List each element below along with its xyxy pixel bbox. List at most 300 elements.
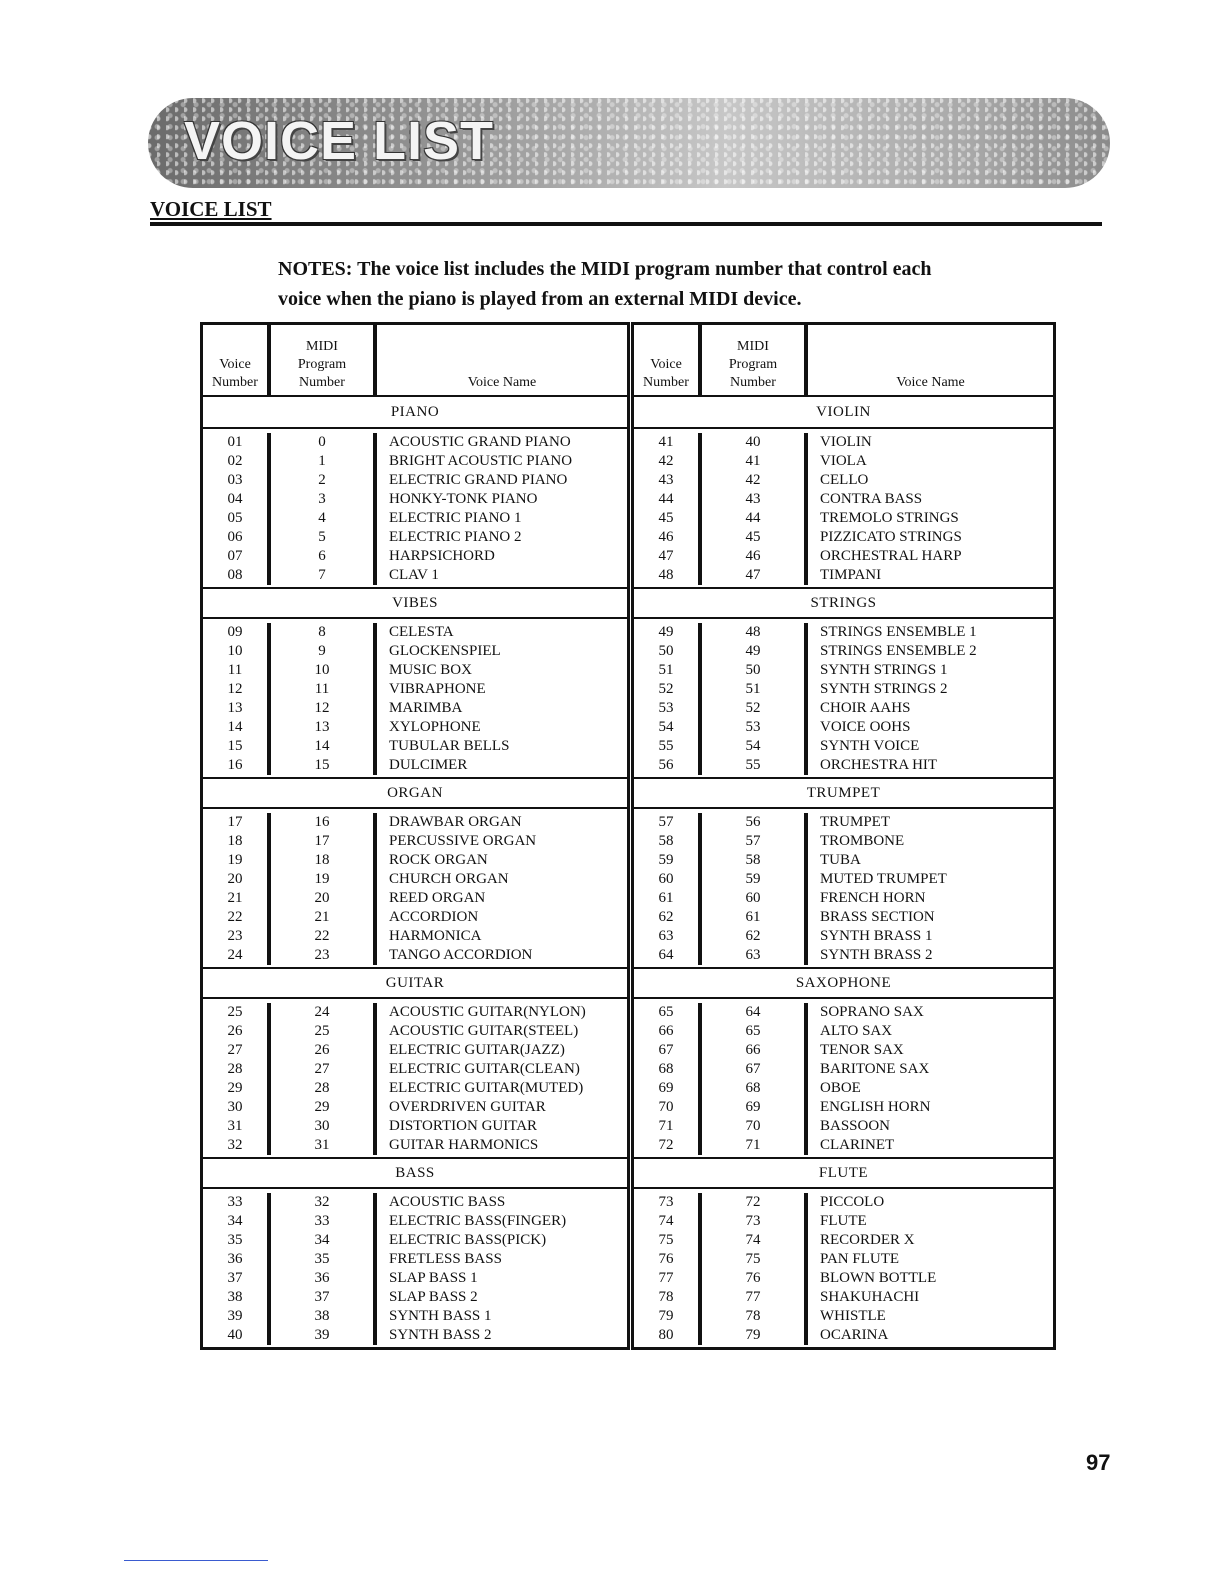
voice-number: 18 (227, 833, 243, 849)
category-header-violin: VIOLIN (634, 397, 1053, 429)
header-text: Number (730, 375, 776, 390)
voice-name: TIMPANI (820, 567, 882, 583)
voice-name: SOPRANO SAX (820, 1004, 924, 1020)
midi-program-number: 8 (318, 624, 326, 640)
voice-number: 56 (658, 757, 674, 773)
midi-program-number: 52 (745, 700, 761, 716)
midi-program-number: 76 (745, 1270, 761, 1286)
midi-program-number: 38 (314, 1308, 330, 1324)
midi-program-column (702, 1003, 808, 1155)
voice-name-column (808, 1193, 1053, 1345)
midi-program-number: 67 (745, 1061, 761, 1077)
voice-number: 59 (658, 852, 674, 868)
voice-name: SYNTH BRASS 2 (820, 947, 933, 963)
voice-name-column (377, 1193, 627, 1345)
voice-name: ELECTRIC PIANO 1 (389, 510, 522, 526)
midi-program-number: 57 (745, 833, 761, 849)
midi-program-number: 12 (314, 700, 330, 716)
voice-name: TROMBONE (820, 833, 905, 849)
midi-program-number: 78 (745, 1308, 761, 1324)
voice-name: VOICE OOHS (820, 719, 911, 735)
voice-number: 24 (227, 947, 243, 963)
midi-program-column (702, 433, 808, 585)
voice-name: ELECTRIC GUITAR(MUTED) (389, 1080, 584, 1096)
voice-name: HARPSICHORD (389, 548, 495, 564)
voice-number: 72 (658, 1137, 674, 1153)
voice-number: 48 (658, 567, 674, 583)
voice-number: 06 (227, 529, 243, 545)
midi-program-number: 45 (745, 529, 761, 545)
midi-program-number: 37 (314, 1289, 330, 1305)
voice-number: 40 (227, 1327, 243, 1343)
midi-program-number: 11 (314, 681, 330, 697)
voice-number: 28 (227, 1061, 243, 1077)
header-text: Program (297, 357, 347, 372)
voice-name: SLAP BASS 1 (389, 1270, 478, 1286)
midi-program-number: 43 (745, 491, 761, 507)
voice-number: 02 (227, 453, 243, 469)
midi-program-number: 33 (314, 1213, 330, 1229)
voice-name: TENOR SAX (820, 1042, 904, 1058)
voice-number-column (634, 433, 702, 585)
midi-program-number: 18 (314, 852, 330, 868)
voice-name: ORCHESTRA HIT (820, 757, 938, 773)
voice-name: BASSOON (820, 1118, 891, 1134)
voice-number-column (203, 1193, 271, 1345)
voice-number-column (203, 1003, 271, 1155)
voice-name: VIOLA (820, 453, 867, 469)
header-text: MIDI (737, 339, 769, 354)
voice-number: 46 (658, 529, 674, 545)
voice-number: 71 (658, 1118, 674, 1134)
voice-name-column (377, 813, 627, 965)
midi-program-number: 46 (745, 548, 761, 564)
midi-program-number: 65 (745, 1023, 761, 1039)
voice-name: TUBA (820, 852, 861, 868)
midi-program-number: 53 (745, 719, 761, 735)
voice-name: CELLO (820, 472, 869, 488)
midi-program-number: 6 (318, 548, 326, 564)
voice-number: 50 (658, 643, 674, 659)
midi-program-number: 26 (314, 1042, 330, 1058)
voice-name: OVERDRIVEN GUITAR (389, 1099, 546, 1115)
voice-name-column (377, 433, 627, 585)
midi-program-number: 41 (745, 453, 761, 469)
voice-number: 19 (227, 852, 243, 868)
midi-program-number: 59 (745, 871, 761, 887)
voice-name: ROCK ORGAN (389, 852, 488, 868)
category-header-saxophone: SAXOPHONE (634, 967, 1053, 999)
voice-name: PERCUSSIVE ORGAN (389, 833, 537, 849)
voice-name: DULCIMER (389, 757, 468, 773)
voice-number: 80 (658, 1327, 674, 1343)
category-header-bass: BASS (203, 1157, 627, 1189)
voice-name: GLOCKENSPIEL (389, 643, 501, 659)
voice-group-bass (203, 1189, 627, 1347)
voice-name: GUITAR HARMONICS (389, 1137, 539, 1153)
voice-number: 05 (227, 510, 243, 526)
voice-number: 54 (658, 719, 674, 735)
voice-number: 38 (227, 1289, 243, 1305)
voice-number: 63 (658, 928, 674, 944)
voice-name: VIBRAPHONE (389, 681, 486, 697)
midi-program-number: 69 (745, 1099, 761, 1115)
voice-name: FRENCH HORN (820, 890, 926, 906)
midi-program-number: 74 (745, 1232, 761, 1248)
voice-group-flute (634, 1189, 1053, 1347)
voice-number: 12 (227, 681, 243, 697)
voice-number: 10 (227, 643, 243, 659)
voice-number: 52 (658, 681, 674, 697)
voice-name: ACOUSTIC GRAND PIANO (389, 434, 571, 450)
voice-name: BLOWN BOTTLE (820, 1270, 937, 1286)
voice-number-column (203, 623, 271, 775)
midi-program-number: 64 (745, 1004, 761, 1020)
voice-number: 73 (658, 1194, 674, 1210)
voice-number: 16 (227, 757, 243, 773)
midi-program-number: 60 (745, 890, 761, 906)
voice-number: 57 (658, 814, 674, 830)
midi-program-number: 35 (314, 1251, 330, 1267)
voice-number: 31 (227, 1118, 243, 1134)
voice-name: DRAWBAR ORGAN (389, 814, 522, 830)
midi-program-number: 32 (314, 1194, 330, 1210)
voice-number: 27 (227, 1042, 243, 1058)
midi-program-number: 20 (314, 890, 330, 906)
header-text: Voice (650, 357, 682, 372)
midi-program-number: 75 (745, 1251, 761, 1267)
voice-number: 75 (658, 1232, 674, 1248)
voice-name: SHAKUHACHI (820, 1289, 920, 1305)
voice-name: ELECTRIC BASS(FINGER) (389, 1213, 567, 1229)
midi-program-number: 4 (318, 510, 326, 526)
voice-name: SLAP BASS 2 (389, 1289, 478, 1305)
voice-number: 32 (227, 1137, 243, 1153)
category-header-strings: STRINGS (634, 587, 1053, 619)
voice-name-column (808, 1003, 1053, 1155)
voice-name: SYNTH STRINGS 1 (820, 662, 948, 678)
voice-number: 22 (227, 909, 243, 925)
voice-name: OBOE (820, 1080, 861, 1096)
voice-name: TANGO ACCORDION (389, 947, 533, 963)
voice-number: 64 (658, 947, 674, 963)
midi-program-number: 15 (314, 757, 330, 773)
voice-number: 58 (658, 833, 674, 849)
header-text: Voice Name (467, 375, 537, 390)
voice-name: SYNTH BASS 1 (389, 1308, 492, 1324)
midi-program-number: 19 (314, 871, 330, 887)
voice-name: OCARINA (820, 1327, 889, 1343)
notes-line-1: NOTES: The voice list includes the MIDI program number that control each (278, 258, 932, 280)
voice-name: SYNTH VOICE (820, 738, 920, 754)
voice-name: BRIGHT ACOUSTIC PIANO (389, 453, 573, 469)
voice-number-column (634, 1193, 702, 1345)
header-text: Number (212, 375, 258, 390)
midi-program-number: 14 (314, 738, 330, 754)
midi-program-column (702, 813, 808, 965)
voice-number: 53 (658, 700, 674, 716)
voice-number: 20 (227, 871, 243, 887)
voice-number: 33 (227, 1194, 243, 1210)
midi-program-number: 72 (745, 1194, 761, 1210)
midi-program-number: 2 (318, 472, 326, 488)
voice-name: BARITONE SAX (820, 1061, 930, 1077)
voice-number: 76 (658, 1251, 674, 1267)
voice-name: ENGLISH HORN (820, 1099, 931, 1115)
header-text: Number (643, 375, 689, 390)
midi-program-column (702, 623, 808, 775)
midi-program-number: 62 (745, 928, 761, 944)
voice-number-column (634, 623, 702, 775)
voice-number: 62 (658, 909, 674, 925)
midi-program-number: 56 (745, 814, 761, 830)
voice-number: 51 (658, 662, 674, 678)
voice-number: 77 (658, 1270, 674, 1286)
voice-name: DISTORTION GUITAR (389, 1118, 538, 1134)
voice-name: MUTED TRUMPET (820, 871, 947, 887)
header-voice-name (808, 325, 1053, 395)
midi-program-number: 23 (314, 947, 330, 963)
midi-program-number: 63 (745, 947, 761, 963)
midi-program-number: 39 (314, 1327, 330, 1343)
header-voice-number (634, 325, 702, 395)
midi-program-number: 79 (745, 1327, 761, 1343)
voice-number: 30 (227, 1099, 243, 1115)
voice-name: ORCHESTRAL HARP (820, 548, 962, 564)
voice-number: 44 (658, 491, 674, 507)
midi-program-column (271, 813, 377, 965)
section-divider (150, 222, 1102, 226)
voice-number: 13 (227, 700, 243, 716)
midi-program-number: 1 (318, 453, 326, 469)
midi-program-number: 7 (318, 567, 326, 583)
midi-program-column (702, 1193, 808, 1345)
midi-program-number: 17 (314, 833, 330, 849)
voice-name: RECORDER X (820, 1232, 915, 1248)
header-voice-name (377, 325, 627, 395)
header-text: Program (728, 357, 778, 372)
voice-number-column (634, 1003, 702, 1155)
category-header-trumpet: TRUMPET (634, 777, 1053, 809)
midi-program-number: 10 (314, 662, 330, 678)
midi-program-number: 25 (314, 1023, 330, 1039)
midi-program-number: 77 (745, 1289, 761, 1305)
voice-number: 43 (658, 472, 674, 488)
voice-number: 17 (227, 814, 243, 830)
midi-program-number: 73 (745, 1213, 761, 1229)
voice-number: 69 (658, 1080, 674, 1096)
midi-program-number: 21 (314, 909, 330, 925)
midi-program-number: 30 (314, 1118, 330, 1134)
voice-name: MUSIC BOX (389, 662, 472, 678)
voice-name: ELECTRIC GUITAR(JAZZ) (389, 1042, 565, 1058)
voice-name: STRINGS ENSEMBLE 1 (820, 624, 977, 640)
voice-name: ELECTRIC BASS(PICK) (389, 1232, 547, 1248)
midi-program-number: 55 (745, 757, 761, 773)
voice-number-column (634, 813, 702, 965)
voice-number: 35 (227, 1232, 243, 1248)
voice-name: REED ORGAN (389, 890, 486, 906)
voice-name: ELECTRIC GRAND PIANO (389, 472, 568, 488)
voice-number: 79 (658, 1308, 674, 1324)
header-text: Voice (219, 357, 251, 372)
midi-program-number: 29 (314, 1099, 330, 1115)
midi-program-number: 3 (318, 491, 326, 507)
voice-number: 04 (227, 491, 243, 507)
voice-name-column (377, 623, 627, 775)
midi-program-number: 36 (314, 1270, 330, 1286)
voice-name: CELESTA (389, 624, 454, 640)
voice-name: STRINGS ENSEMBLE 2 (820, 643, 977, 659)
banner-title: VOICE LIST (184, 111, 495, 171)
header-voice-number (203, 325, 271, 395)
voice-table-left (200, 322, 630, 1350)
voice-number: 36 (227, 1251, 243, 1267)
voice-name: ACOUSTIC GUITAR(NYLON) (389, 1004, 586, 1020)
voice-number: 21 (227, 890, 243, 906)
voice-name-column (808, 623, 1053, 775)
voice-number: 14 (227, 719, 243, 735)
voice-name: ACOUSTIC GUITAR(STEEL) (389, 1023, 579, 1039)
voice-name-column (377, 1003, 627, 1155)
voice-name: FLUTE (820, 1213, 867, 1229)
voice-name: ACCORDION (389, 909, 479, 925)
midi-program-number: 54 (745, 738, 761, 754)
midi-program-number: 51 (745, 681, 761, 697)
voice-name: SYNTH BASS 2 (389, 1327, 492, 1343)
midi-program-number: 49 (745, 643, 761, 659)
midi-program-column (271, 433, 377, 585)
midi-program-number: 34 (314, 1232, 330, 1248)
voice-number: 34 (227, 1213, 243, 1229)
midi-program-number: 61 (745, 909, 761, 925)
voice-name: HONKY-TONK PIANO (389, 491, 538, 507)
voice-number: 26 (227, 1023, 243, 1039)
header-midi-program-number (271, 325, 377, 395)
voice-number: 03 (227, 472, 243, 488)
voice-number: 65 (658, 1004, 674, 1020)
voice-name: FRETLESS BASS (389, 1251, 502, 1267)
header-text: MIDI (306, 339, 338, 354)
voice-number: 49 (658, 624, 674, 640)
category-header-flute: FLUTE (634, 1157, 1053, 1189)
voice-number: 25 (227, 1004, 243, 1020)
voice-number: 42 (658, 453, 674, 469)
voice-name: ELECTRIC PIANO 2 (389, 529, 522, 545)
midi-program-column (271, 623, 377, 775)
page-number: 97 (1086, 1450, 1111, 1475)
voice-number: 29 (227, 1080, 243, 1096)
voice-number: 39 (227, 1308, 243, 1324)
midi-program-column (271, 1003, 377, 1155)
midi-program-number: 0 (318, 434, 326, 450)
midi-program-number: 50 (745, 662, 761, 678)
header-midi-program-number (702, 325, 808, 395)
voice-name: TREMOLO STRINGS (820, 510, 959, 526)
voice-name: SYNTH STRINGS 2 (820, 681, 948, 697)
category-header-vibes: VIBES (203, 587, 627, 619)
midi-program-number: 5 (318, 529, 326, 545)
voice-table-right (631, 322, 1056, 1350)
midi-program-number: 44 (745, 510, 761, 526)
voice-group-vibes (203, 619, 627, 777)
voice-number: 11 (227, 662, 243, 678)
midi-program-number: 28 (314, 1080, 330, 1096)
midi-program-number: 48 (745, 624, 761, 640)
table-header (634, 325, 1053, 397)
voice-number-column (203, 813, 271, 965)
voice-group-guitar (203, 999, 627, 1157)
voice-group-saxophone (634, 999, 1053, 1157)
voice-name: CLARINET (820, 1137, 895, 1153)
voice-name: MARIMBA (389, 700, 463, 716)
section-heading: VOICE LIST (150, 197, 272, 221)
midi-program-number: 9 (318, 643, 326, 659)
voice-number: 68 (658, 1061, 674, 1077)
midi-program-number: 70 (745, 1118, 761, 1134)
voice-number: 47 (658, 548, 674, 564)
voice-name: BRASS SECTION (820, 909, 935, 925)
voice-number: 41 (658, 434, 674, 450)
midi-program-number: 13 (314, 719, 330, 735)
voice-name-column (808, 813, 1053, 965)
voice-name: TUBULAR BELLS (389, 738, 510, 754)
voice-name: CONTRA BASS (820, 491, 923, 507)
voice-number: 45 (658, 510, 674, 526)
voice-number: 70 (658, 1099, 674, 1115)
voice-name-column (808, 433, 1053, 585)
midi-program-number: 47 (745, 567, 761, 583)
midi-program-number: 22 (314, 928, 330, 944)
voice-number: 55 (658, 738, 674, 754)
midi-program-column (271, 1193, 377, 1345)
voice-number: 08 (227, 567, 243, 583)
title-banner (148, 98, 1110, 188)
voice-number: 66 (658, 1023, 674, 1039)
voice-number: 15 (227, 738, 243, 754)
midi-program-number: 66 (745, 1042, 761, 1058)
voice-name: PIZZICATO STRINGS (820, 529, 962, 545)
voice-name: ALTO SAX (820, 1023, 893, 1039)
voice-number: 60 (658, 871, 674, 887)
voice-name: ACOUSTIC BASS (389, 1194, 506, 1210)
voice-number-column (203, 433, 271, 585)
voice-name: CLAV 1 (389, 567, 439, 583)
voice-name: CHOIR AAHS (820, 700, 911, 716)
voice-name: CHURCH ORGAN (389, 871, 509, 887)
midi-program-number: 71 (745, 1137, 761, 1153)
midi-program-number: 16 (314, 814, 330, 830)
midi-program-number: 27 (314, 1061, 330, 1077)
table-header (203, 325, 627, 397)
voice-name: HARMONICA (389, 928, 482, 944)
category-header-organ: ORGAN (203, 777, 627, 809)
header-text: Number (299, 375, 345, 390)
midi-program-number: 24 (314, 1004, 330, 1020)
notes-line-2: voice when the piano is played from an external MIDI device. (278, 288, 802, 310)
voice-name: PAN FLUTE (820, 1251, 900, 1267)
voice-name: XYLOPHONE (389, 719, 481, 735)
voice-group-strings (634, 619, 1053, 777)
voice-number: 61 (658, 890, 674, 906)
voice-number: 07 (227, 548, 243, 564)
voice-number: 67 (658, 1042, 674, 1058)
notes (278, 254, 1038, 314)
voice-name: TRUMPET (820, 814, 891, 830)
voice-name: ELECTRIC GUITAR(CLEAN) (389, 1061, 580, 1077)
voice-name: WHISTLE (820, 1308, 886, 1324)
voice-number: 37 (227, 1270, 243, 1286)
